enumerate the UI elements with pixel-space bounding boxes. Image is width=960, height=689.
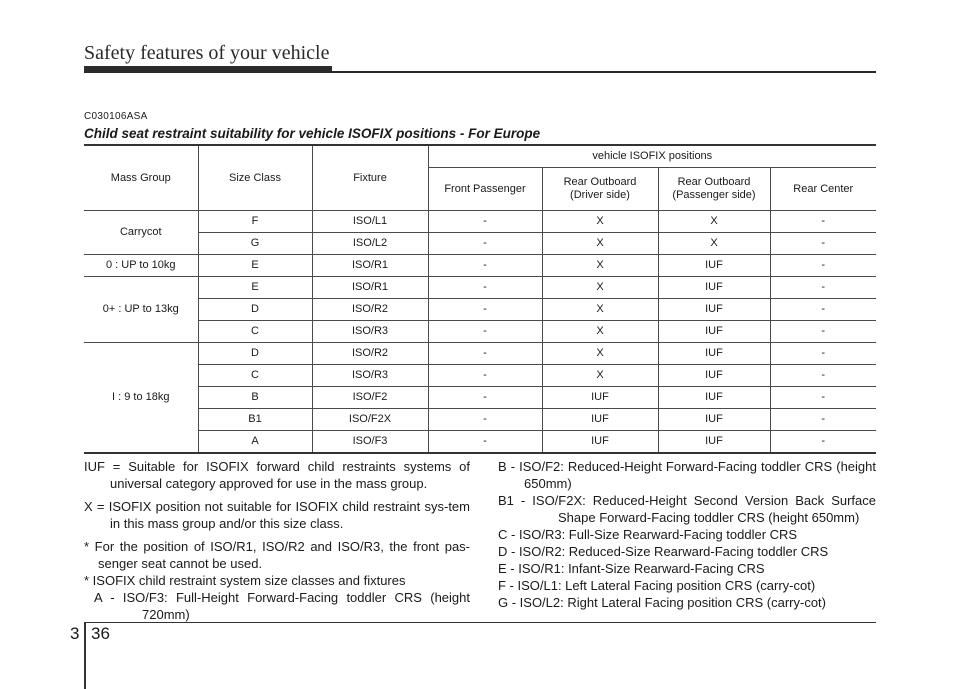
header-fixture: Fixture [312, 145, 428, 211]
rear-outboard-driver-cell: X [542, 233, 658, 255]
size-class-cell: B [198, 387, 312, 409]
fixture-cell: ISO/F3 [312, 431, 428, 454]
note-size-class-g: G - ISO/L2: Right Lateral Facing position CRS (carry-cot) [498, 595, 827, 610]
mass-group-cell: 0+ : UP to 13kg [84, 277, 198, 343]
fixture-cell: ISO/R2 [312, 299, 428, 321]
size-class-cell: E [198, 277, 312, 299]
footer-divider [84, 622, 86, 689]
rear-center-cell: - [770, 387, 876, 409]
rear-center-cell: - [770, 343, 876, 365]
table-row [84, 277, 876, 299]
rear-outboard-passenger-cell: IUF [658, 343, 770, 365]
table-row [84, 343, 876, 365]
rear-center-cell: - [770, 211, 876, 233]
note-front-passenger-restriction: * For the position of ISO/R1, ISO/R2 and ISO/R3, the front pas-senger seat cannot be used. [84, 539, 470, 571]
rear-center-cell: - [770, 431, 876, 454]
rear-outboard-driver-cell: IUF [542, 387, 658, 409]
rear-outboard-passenger-cell: X [658, 211, 770, 233]
rear-center-cell: - [770, 321, 876, 343]
rear-outboard-passenger-cell: IUF [658, 387, 770, 409]
rear-outboard-passenger-cell: IUF [658, 299, 770, 321]
notes-right-column [498, 458, 876, 611]
mass-group-cell: I : 9 to 18kg [84, 343, 198, 454]
mass-group-cell: 0 : UP to 10kg [84, 255, 198, 277]
size-class-cell: G [198, 233, 312, 255]
header-rear-outboard-passenger [658, 168, 770, 211]
size-class-cell: A [198, 431, 312, 454]
front-passenger-cell: - [428, 409, 542, 431]
rear-center-cell: - [770, 255, 876, 277]
size-class-cell: B1 [198, 409, 312, 431]
header-mass-group: Mass Group [84, 145, 198, 211]
size-class-cell: F [198, 211, 312, 233]
page-header-title: Safety features of your vehicle [84, 42, 330, 64]
front-passenger-cell: - [428, 387, 542, 409]
header-rear-center: Rear Center [770, 168, 876, 211]
front-passenger-cell: - [428, 233, 542, 255]
fixture-cell: ISO/L1 [312, 211, 428, 233]
rear-outboard-passenger-cell: X [658, 233, 770, 255]
rear-center-cell: - [770, 409, 876, 431]
front-passenger-cell: - [428, 211, 542, 233]
rear-outboard-driver-cell: IUF [542, 431, 658, 454]
header-rear-outboard-driver [542, 168, 658, 211]
rear-outboard-passenger-cell: IUF [658, 365, 770, 387]
note-size-class-b: B - ISO/F2: Reduced-Height Forward-Facing toddler CRS (height 650mm) [498, 459, 876, 491]
front-passenger-cell: - [428, 343, 542, 365]
rear-outboard-driver-cell: X [542, 343, 658, 365]
rear-center-cell: - [770, 277, 876, 299]
header-rear-outboard-passenger-line1: Rear Outboard [677, 176, 751, 188]
chapter-number: 3 [70, 624, 80, 643]
rear-outboard-driver-cell: X [542, 211, 658, 233]
note-size-class-c: C - ISO/R3: Full-Size Rearward-Facing toddler CRS [498, 527, 798, 542]
note-x: X = ISOFIX position not suitable for ISOFIX child restraint sys-tem in this mass group and/or this size class. [84, 499, 470, 531]
note-size-class-b1: B1 - ISO/F2X: Reduced-Height Second Version Back Surface Shape Forward-Facing toddler CRS (height 650mm) [498, 493, 876, 525]
note-size-class-f: F - ISO/L1: Left Lateral Facing position CRS (carry-cot) [498, 578, 816, 593]
table-row [84, 211, 876, 233]
note-size-class-e: E - ISO/R1: Infant-Size Rearward-Facing CRS [498, 561, 765, 576]
size-class-cell: E [198, 255, 312, 277]
note-size-class-a: A - ISO/F3: Full-Height Forward-Facing toddler CRS (height 720mm) [94, 590, 470, 622]
rear-center-cell: - [770, 233, 876, 255]
note-iuf: IUF = Suitable for ISOFIX forward child restraints systems of universal category approved for use in the mass group. [84, 459, 470, 491]
size-class-cell: D [198, 299, 312, 321]
rear-center-cell: - [770, 299, 876, 321]
front-passenger-cell: - [428, 255, 542, 277]
header-front-passenger: Front Passenger [428, 168, 542, 211]
table-row [84, 365, 876, 387]
fixture-cell: ISO/R3 [312, 365, 428, 387]
table-row [84, 299, 876, 321]
rear-outboard-passenger-cell: IUF [658, 431, 770, 454]
header-rear-outboard-driver-line2: (Driver side) [570, 189, 630, 201]
mass-group-cell: Carrycot [84, 211, 198, 255]
footer-rule [84, 622, 876, 623]
rear-outboard-passenger-cell: IUF [658, 321, 770, 343]
fixture-cell: ISO/F2 [312, 387, 428, 409]
rear-center-cell: - [770, 365, 876, 387]
front-passenger-cell: - [428, 431, 542, 454]
header-vehicle-isofix-positions: vehicle ISOFIX positions [428, 145, 876, 168]
table-row [84, 387, 876, 409]
rear-outboard-driver-cell: X [542, 277, 658, 299]
front-passenger-cell: - [428, 365, 542, 387]
notes-left-column [84, 458, 470, 623]
page-number: 36 [91, 624, 110, 643]
rear-outboard-driver-cell: IUF [542, 409, 658, 431]
size-class-cell: C [198, 365, 312, 387]
front-passenger-cell: - [428, 299, 542, 321]
size-class-cell: C [198, 321, 312, 343]
fixture-cell: ISO/R3 [312, 321, 428, 343]
note-size-class-d: D - ISO/R2: Reduced-Size Rearward-Facing toddler CRS [498, 544, 829, 559]
rear-outboard-driver-cell: X [542, 365, 658, 387]
header-rear-outboard-driver-line1: Rear Outboard [563, 176, 637, 188]
fixture-cell: ISO/R1 [312, 255, 428, 277]
table-row [84, 321, 876, 343]
table-row [84, 431, 876, 454]
rear-outboard-driver-cell: X [542, 299, 658, 321]
rear-outboard-driver-cell: X [542, 255, 658, 277]
header-rule-thin [84, 71, 876, 73]
rear-outboard-driver-cell: X [542, 321, 658, 343]
rear-outboard-passenger-cell: IUF [658, 277, 770, 299]
table-row [84, 255, 876, 277]
size-class-cell: D [198, 343, 312, 365]
fixture-cell: ISO/R2 [312, 343, 428, 365]
section-subtitle: Child seat restraint suitability for vehicle ISOFIX positions - For Europe [84, 126, 541, 141]
header-size-class: Size Class [198, 145, 312, 211]
rear-outboard-passenger-cell: IUF [658, 255, 770, 277]
front-passenger-cell: - [428, 321, 542, 343]
fixture-cell: ISO/F2X [312, 409, 428, 431]
section-code: C030106ASA [84, 111, 148, 122]
isofix-suitability-table [84, 144, 876, 454]
table-row [84, 409, 876, 431]
fixture-cell: ISO/R1 [312, 277, 428, 299]
front-passenger-cell: - [428, 277, 542, 299]
fixture-cell: ISO/L2 [312, 233, 428, 255]
table-row [84, 233, 876, 255]
header-rear-outboard-passenger-line2: (Passenger side) [672, 189, 756, 201]
note-size-classes-heading: * ISOFIX child restraint system size classes and fixtures [84, 573, 406, 588]
rear-outboard-passenger-cell: IUF [658, 409, 770, 431]
